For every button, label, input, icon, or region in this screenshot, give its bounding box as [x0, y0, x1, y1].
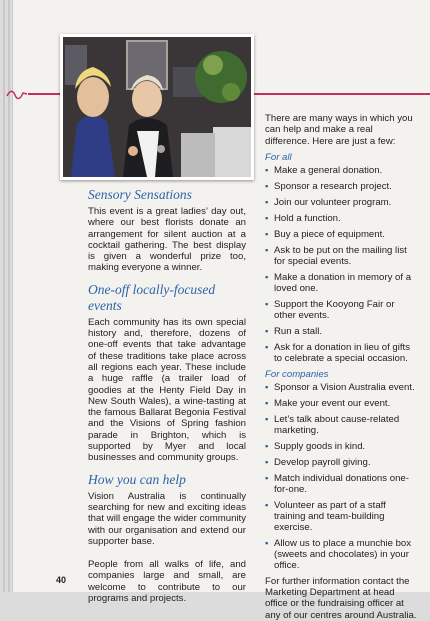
photo-two-women-icon	[63, 37, 251, 177]
list-item: • Ask for a donation in lieu of gifts to celebrate a special occasion.	[265, 341, 410, 364]
bullet-icon: •	[265, 228, 269, 240]
left-column	[88, 187, 246, 604]
list-item: • Join our volunteer program.	[265, 196, 392, 208]
list-item: • Support the Kooyong Fair or other events.	[265, 298, 395, 321]
list-item: • Run a stall.	[265, 325, 322, 337]
bullet-icon: •	[265, 180, 269, 192]
list-item: • Allow us to place a munchie box (sweets and chocolates) in your office.	[265, 537, 412, 571]
for-all-list	[265, 165, 418, 364]
list-item: • Ask to be put on the mailing list for special events.	[265, 244, 407, 267]
bullet-icon: •	[265, 397, 269, 409]
intro-text: There are many ways in which you can help and make a real difference. Here are just a few:	[265, 113, 413, 147]
bullet-icon: •	[265, 298, 269, 310]
list-item: • Make your event our event.	[265, 397, 391, 409]
page-edge	[3, 0, 5, 592]
bullet-icon: •	[265, 537, 269, 549]
section-body: People from all walks of life, and companies large and small, are welcome to contribute to our programs and projects.	[88, 559, 246, 605]
section-body: Vision Australia is continually searching for new and exciting ideas that will engage the wider community with our organisation and extend our supporter base.	[88, 490, 246, 547]
section-heading: One-off locally-focused events	[88, 281, 216, 313]
bullet-icon: •	[265, 440, 269, 452]
bullet-icon: •	[265, 212, 269, 224]
bullet-icon: •	[265, 413, 269, 425]
for-all-label: For all	[265, 151, 292, 163]
right-column	[265, 113, 418, 621]
event-photo	[60, 34, 254, 180]
section-heading: Sensory Sensations	[88, 187, 192, 202]
bullet-icon: •	[265, 472, 269, 484]
bullet-icon: •	[265, 381, 269, 393]
section-body: Each community has its own special history and, therefore, dozens of one-off events that take advantage of these traditions take place across all regions each year. These include a huge raffle (a trailer load of goodies at the Henty Field Day in New South Wales), a wine-tasting at the famous Ballarat Begonia Festival and the Visions of Spring fashion parade in Brighton, which is supported by Myer and local businesses and community groups.	[88, 316, 246, 464]
list-item: • Sponsor a research project.	[265, 180, 392, 192]
list-item: • Make a general donation.	[265, 164, 383, 176]
list-item: • Let’s talk about cause-related marketing.	[265, 413, 400, 436]
list-item: • Develop payroll giving.	[265, 456, 371, 468]
bullet-icon: •	[265, 244, 269, 256]
list-item: • Volunteer as part of a staff training and team-building exercise.	[265, 499, 386, 533]
companies-list	[265, 382, 418, 571]
section-heading: How you can help	[88, 471, 186, 487]
list-item: • Hold a function.	[265, 212, 341, 224]
page-number: 40	[56, 575, 67, 585]
section-body: This event is a great ladies’ day out, where our best florists donate an arrangement for silent auction at a cocktail gathering. The best display is given a wonderful prize too, making everyone a winner.	[88, 206, 246, 274]
squiggle-mark	[6, 88, 28, 102]
list-item: • Supply goods in kind.	[265, 440, 366, 452]
bullet-icon: •	[265, 499, 269, 511]
list-item: • Match individual donations one-for-one.	[265, 472, 409, 495]
bullet-icon: •	[265, 325, 269, 337]
closing-text: For further information contact the Marketing Department at head office or the fundraising officer at any of our centres around Australia.	[265, 575, 417, 621]
companies-label: For companies	[265, 368, 329, 380]
bullet-icon: •	[265, 196, 269, 208]
list-item: • Sponsor a Vision Australia event.	[265, 381, 415, 393]
bullet-icon: •	[265, 456, 269, 468]
bullet-icon: •	[265, 271, 269, 283]
bullet-icon: •	[265, 164, 269, 176]
list-item: • Make a donation in memory of a loved one.	[265, 271, 412, 294]
bullet-icon: •	[265, 341, 269, 353]
list-item: • Buy a piece of equipment.	[265, 228, 385, 240]
